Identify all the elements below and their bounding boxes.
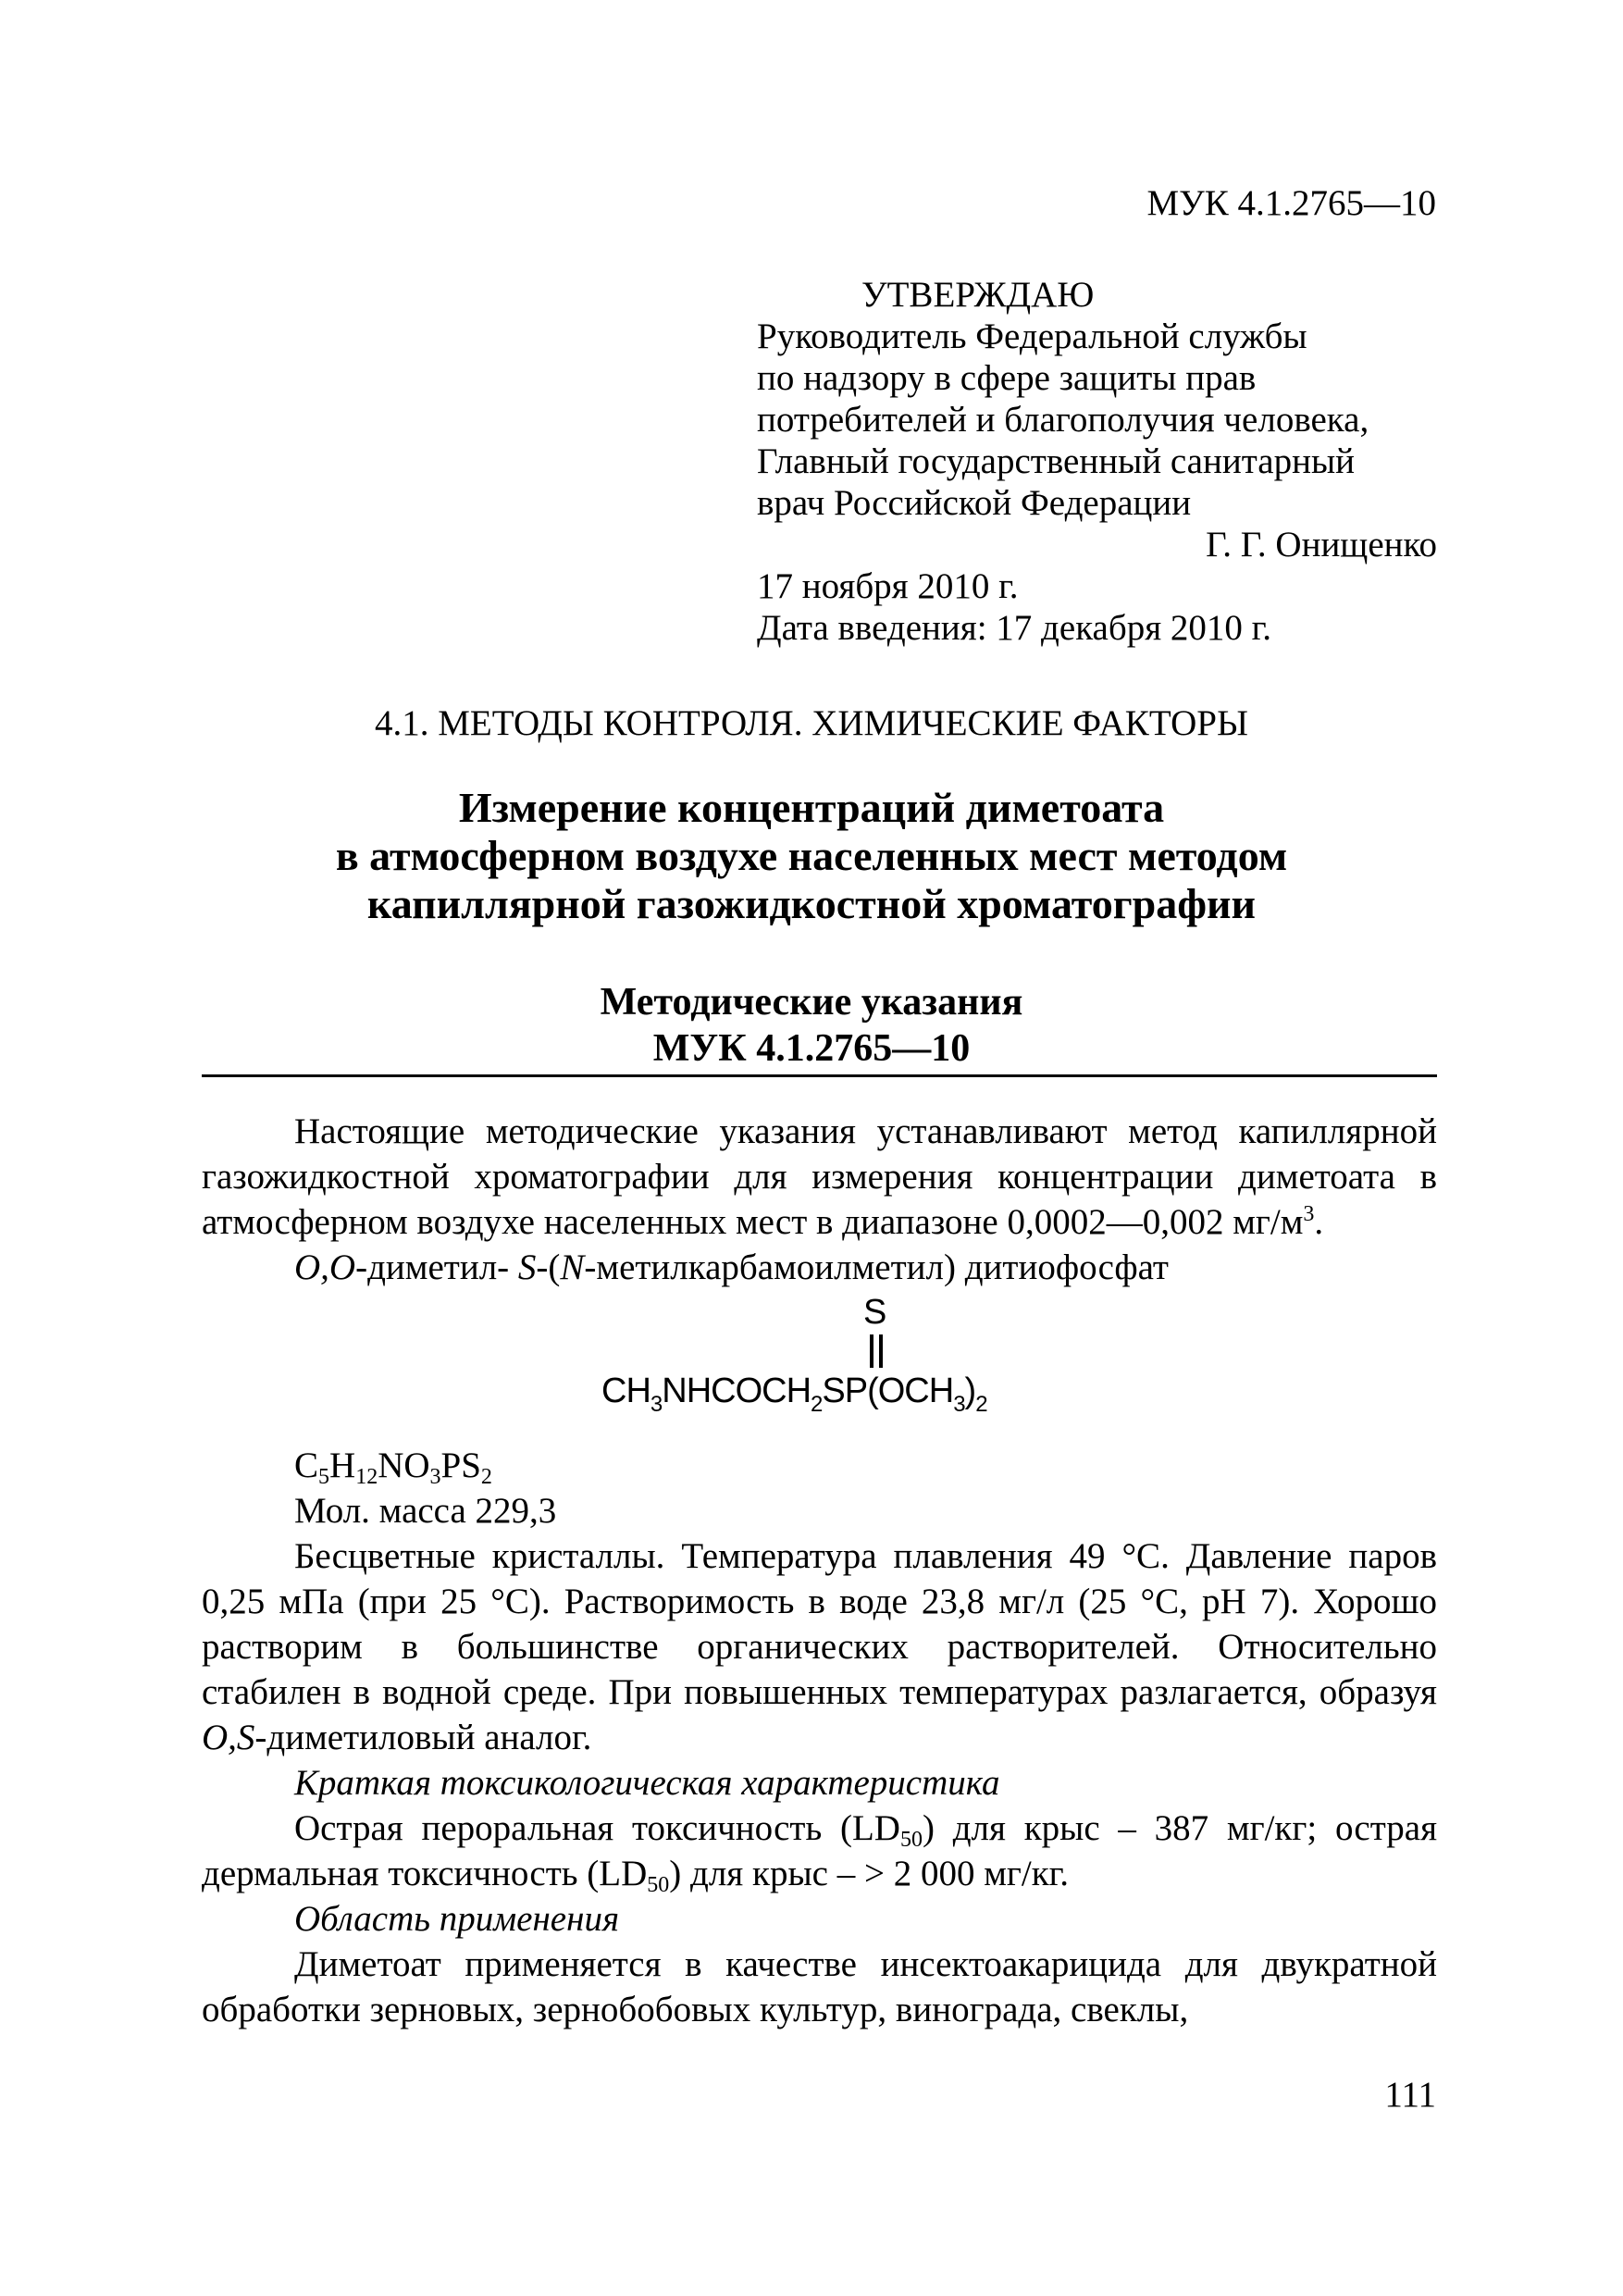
subtitle-line: Методические указания [600, 981, 1023, 1024]
title-line: в атмосферном воздухе населенных мест методом [335, 832, 1288, 879]
approval-line: по надзору в сфере защиты прав [757, 358, 1257, 398]
document-code: МУК 4.1.2765—10 [1146, 183, 1436, 223]
approval-title: УТВЕРЖДАЮ [861, 275, 1095, 315]
properties-paragraph: Бесцветные кристаллы. Температура плавления 49 °С. Давление паров 0,25 мПа (при 25 °С). Растворимость в воде 23,8 мг/л (25 °С, рН 7). Хорошо растворим в большинстве органических растворителей. Относительно стабилен в водной среде. При повышенных температурах разлагается, образуя O,S-диметиловый аналог. [202, 1536, 1437, 1757]
subtitle-code: МУК 4.1.2765—10 [652, 1027, 971, 1070]
empirical-formula: $C_5H_{12}NO_3PS_2$ [294, 1446, 492, 1489]
chemical-name: O,O-диметил- S-(N-метилкарбамоилметил) дитиофосфат [294, 1247, 1169, 1287]
molecular-mass: Мол. масса 229,3 [294, 1491, 557, 1531]
title-line: капиллярной газожидкостной хроматографии [366, 880, 1257, 927]
formula-line: $CH_3NHCOCH_2SP(OCH_3)_2$ [601, 1371, 987, 1417]
intro-paragraph: Настоящие методические указания устанавливают метод капиллярной газожидкостной хроматографии для измерения концентрации диметоата в атмосферном воздухе населенных мест в диапазоне 0,0002—0,002 $мг/м^3$. [202, 1111, 1437, 1242]
approval-line: потребителей и благополучия человека, [757, 400, 1369, 440]
title-line: Измерение концентраций диметоата [458, 784, 1165, 831]
introduction-date: Дата введения: 17 декабря 2010 г. [757, 608, 1271, 648]
toxicology-heading: Краткая токсикологическая характеристика [294, 1763, 1000, 1803]
approval-block [757, 274, 1437, 649]
title-divider [202, 1074, 1437, 1077]
structural-formula [202, 1290, 1437, 1443]
page-number: 111 [1384, 2075, 1436, 2115]
approval-line: Главный государственный санитарный [757, 441, 1356, 481]
toxicology-paragraph: Острая пероральная токсичность $(LD_{50})$ для крыс – 387 мг/кг; острая дермальная токсичность $(LD_{50})$ для крыс – > 2 000 мг/кг. [202, 1808, 1438, 1897]
approval-line: врач Российской Федерации [757, 483, 1192, 523]
section-heading: 4.1. МЕТОДЫ КОНТРОЛЯ. ХИМИЧЕСКИЕ ФАКТОРЫ [375, 703, 1248, 743]
approval-line: Руководитель Федеральной службы [757, 316, 1307, 356]
sulfur-atom: S [863, 1293, 887, 1332]
body-text [202, 1109, 1437, 2032]
document-subtitle [0, 979, 1623, 1072]
approval-date: 17 ноября 2010 г. [757, 566, 1019, 606]
document-title [0, 784, 1623, 928]
application-paragraph: Диметоат применяется в качестве инсектоакарицида для двукратной обработки зерновых, зернобобовых культур, винограда, свеклы, [202, 1944, 1437, 2029]
application-heading: Область применения [294, 1899, 620, 1939]
double-bond [868, 1334, 885, 1368]
signatory-name: Г. Г. Онищенко [1206, 525, 1437, 565]
